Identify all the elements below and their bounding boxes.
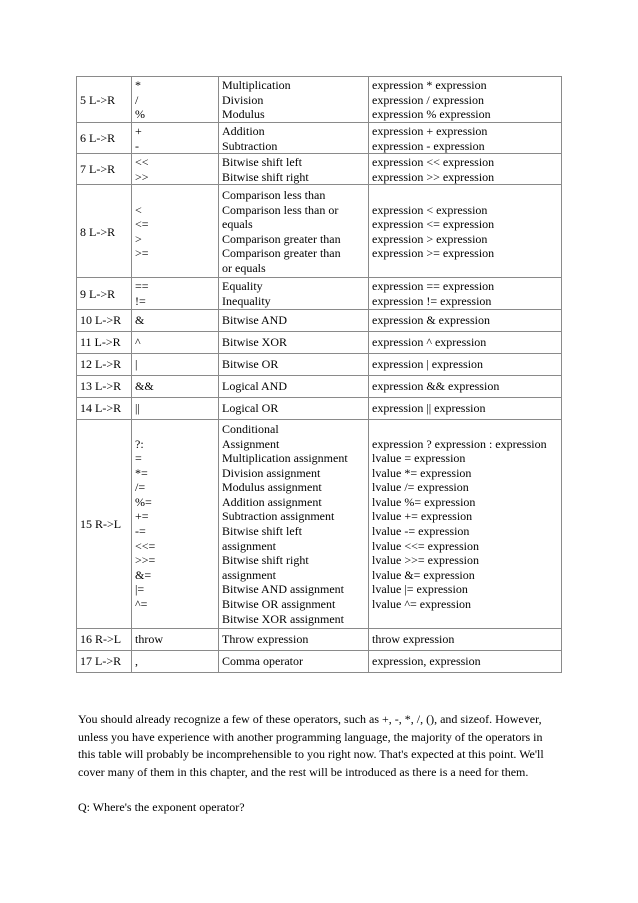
operator-line: >>= — [135, 553, 156, 568]
operator-line: - — [135, 138, 139, 153]
description-line: Comparison greater than — [222, 231, 341, 246]
usage-line: lvalue += expression — [372, 509, 473, 524]
description-line: Bitwise XOR — [222, 335, 288, 350]
operator-line: % — [135, 107, 145, 122]
operator-cell — [132, 353, 219, 375]
usage-line: expression % expression — [372, 107, 491, 122]
usage-line: expression | expression — [372, 357, 484, 372]
operator-line: |= — [135, 582, 145, 597]
description-cell — [219, 278, 369, 309]
usage-cell — [369, 123, 562, 154]
usage-line: lvalue &= expression — [372, 567, 475, 582]
operator-line: <<= — [135, 538, 156, 553]
usage-line: lvalue |= expression — [372, 582, 468, 597]
usage-cell — [369, 77, 562, 123]
description-line: equals — [222, 217, 253, 232]
usage-line: lvalue /= expression — [372, 480, 469, 495]
description-line: Logical OR — [222, 401, 279, 416]
description-cell — [219, 185, 369, 278]
usage-line: expression - expression — [372, 138, 485, 153]
operator-cell — [132, 650, 219, 672]
usage-line: lvalue -= expression — [372, 524, 470, 539]
description-line: Bitwise AND assignment — [222, 582, 344, 597]
operator-cell — [132, 628, 219, 650]
precedence-cell: 14 L->R — [77, 397, 132, 419]
operator-line: == — [135, 279, 149, 294]
usage-cell — [369, 185, 562, 278]
description-cell — [219, 353, 369, 375]
description-line: Inequality — [222, 293, 271, 308]
usage-cell — [369, 331, 562, 353]
usage-line: expression != expression — [372, 293, 492, 308]
operator-line: ^ — [135, 335, 141, 350]
operator-line: >> — [135, 169, 149, 184]
usage-line: expression && expression — [372, 379, 500, 394]
operator-line: <= — [135, 217, 149, 232]
operator-cell — [132, 154, 219, 185]
paragraph-text: You should already recognize a few of these operators, such as +, -, *, /, (), and sizeof. However, unless you have experience with another programming language, the majority of the operators in this table will probably be incomprehensible to you right now. That's expected at this point. We'll cover many of them in this chapter, and the rest will be introduced as there is a need for them. — [78, 712, 544, 779]
operator-line: || — [135, 401, 140, 416]
description-line: Conditional — [222, 421, 279, 436]
operator-line: &= — [135, 567, 152, 582]
description-line: Comparison less than or — [222, 202, 339, 217]
operator-cell — [132, 278, 219, 309]
usage-line: expression == expression — [372, 279, 495, 294]
description-cell — [219, 123, 369, 154]
usage-line: expression ^ expression — [372, 335, 487, 350]
usage-line: expression, expression — [372, 654, 481, 669]
usage-line: lvalue *= expression — [372, 465, 472, 480]
operator-cell — [132, 77, 219, 123]
precedence-cell: 6 L->R — [77, 123, 132, 154]
usage-line: expression >> expression — [372, 169, 495, 184]
operator-line: -= — [135, 524, 146, 539]
description-line: Comparison greater than — [222, 246, 341, 261]
operator-precedence-table — [76, 76, 562, 673]
precedence-cell: 7 L->R — [77, 154, 132, 185]
table-row — [77, 331, 562, 353]
description-line: Bitwise shift left — [222, 155, 302, 170]
operator-line: %= — [135, 494, 152, 509]
precedence-cell: 16 R->L — [77, 628, 132, 650]
description-line: Bitwise shift left — [222, 524, 302, 539]
operator-cell — [132, 419, 219, 628]
operator-line: << — [135, 155, 149, 170]
usage-line: lvalue ^= expression — [372, 597, 472, 612]
description-cell — [219, 77, 369, 123]
operator-line: < — [135, 202, 142, 217]
operator-cell — [132, 185, 219, 278]
usage-line: lvalue = expression — [372, 451, 466, 466]
description-line: or equals — [222, 261, 266, 276]
description-cell — [219, 397, 369, 419]
precedence-cell: 12 L->R — [77, 353, 132, 375]
operator-cell — [132, 309, 219, 331]
operator-line: * — [135, 78, 141, 93]
description-cell — [219, 331, 369, 353]
precedence-cell: 9 L->R — [77, 278, 132, 309]
description-line: Division — [222, 92, 264, 107]
operator-cell — [132, 331, 219, 353]
operator-line: + — [135, 124, 142, 138]
operator-line: += — [135, 509, 149, 524]
description-line: Throw expression — [222, 632, 309, 647]
description-cell — [219, 419, 369, 628]
precedence-cell: 5 L->R — [77, 77, 132, 123]
description-line: Comma operator — [222, 654, 303, 669]
precedence-cell: 10 L->R — [77, 309, 132, 331]
usage-cell — [369, 419, 562, 628]
question-line: Q: Where's the exponent operator? — [78, 800, 245, 814]
table-row — [77, 154, 562, 185]
usage-line: lvalue <<= expression — [372, 538, 479, 553]
usage-line: expression + expression — [372, 124, 488, 138]
usage-line: lvalue %= expression — [372, 494, 476, 509]
description-line: Bitwise OR assignment — [222, 597, 336, 612]
description-line: assignment — [222, 538, 276, 553]
table-row — [77, 77, 562, 123]
operator-line: , — [135, 654, 138, 669]
usage-line: expression <= expression — [372, 217, 495, 232]
operator-line: = — [135, 451, 142, 466]
usage-cell — [369, 154, 562, 185]
operator-cell — [132, 123, 219, 154]
usage-line: expression & expression — [372, 313, 490, 328]
usage-line: expression >= expression — [372, 246, 495, 261]
table-row — [77, 628, 562, 650]
table-row — [77, 419, 562, 628]
description-line: Multiplication assignment — [222, 451, 348, 466]
usage-cell — [369, 375, 562, 397]
description-line: Logical AND — [222, 379, 287, 394]
description-line: Addition — [222, 124, 265, 138]
table-row — [77, 123, 562, 154]
table-body — [77, 77, 562, 673]
description-line: Bitwise shift right — [222, 553, 309, 568]
description-line: Modulus assignment — [222, 480, 322, 495]
description-line: Bitwise XOR assignment — [222, 611, 344, 626]
description-line: Assignment — [222, 436, 280, 451]
usage-line: expression * expression — [372, 78, 487, 93]
description-cell — [219, 375, 369, 397]
usage-line: expression < expression — [372, 202, 488, 217]
table-row — [77, 309, 562, 331]
operator-line: throw — [135, 632, 163, 647]
description-line: Subtraction — [222, 138, 278, 153]
operator-line: != — [135, 293, 146, 308]
operator-line: ?: — [135, 436, 144, 451]
operator-cell — [132, 397, 219, 419]
description-line: Comparison less than — [222, 188, 326, 203]
operator-line: / — [135, 92, 139, 107]
operator-line: >= — [135, 246, 149, 261]
precedence-cell: 8 L->R — [77, 185, 132, 278]
description-line: Division assignment — [222, 465, 321, 480]
description-cell — [219, 650, 369, 672]
description-cell — [219, 309, 369, 331]
usage-line: expression || expression — [372, 401, 486, 416]
usage-line: lvalue >>= expression — [372, 553, 479, 568]
operator-line: ^= — [135, 597, 148, 612]
description-line: Addition assignment — [222, 494, 322, 509]
usage-cell — [369, 397, 562, 419]
usage-cell — [369, 278, 562, 309]
precedence-cell: 17 L->R — [77, 650, 132, 672]
description-line: Bitwise OR — [222, 357, 279, 372]
precedence-cell: 11 L->R — [77, 331, 132, 353]
operator-line: /= — [135, 480, 146, 495]
usage-cell — [369, 628, 562, 650]
table-row — [77, 375, 562, 397]
description-cell — [219, 154, 369, 185]
usage-line: expression > expression — [372, 231, 488, 246]
description-line: assignment — [222, 567, 276, 582]
operator-line: & — [135, 313, 145, 328]
description-line: Bitwise shift right — [222, 169, 309, 184]
usage-line: expression ? expression : expression — [372, 436, 547, 451]
table-row — [77, 278, 562, 309]
operator-line: > — [135, 231, 142, 246]
usage-line: expression / expression — [372, 92, 484, 107]
usage-line: throw expression — [372, 632, 455, 647]
operator-cell — [132, 375, 219, 397]
description-line: Subtraction assignment — [222, 509, 335, 524]
table-row — [77, 353, 562, 375]
operator-line: && — [135, 379, 154, 394]
description-line: Bitwise AND — [222, 313, 288, 328]
table-row — [77, 185, 562, 278]
operator-line: | — [135, 357, 138, 372]
description-line: Modulus — [222, 107, 265, 122]
table-row — [77, 397, 562, 419]
description-line: Multiplication — [222, 78, 291, 93]
precedence-cell: 15 R->L — [77, 419, 132, 628]
description-cell — [219, 628, 369, 650]
table-row — [77, 650, 562, 672]
usage-cell — [369, 353, 562, 375]
body-paragraph — [78, 711, 558, 781]
precedence-cell: 13 L->R — [77, 375, 132, 397]
usage-cell — [369, 650, 562, 672]
usage-cell — [369, 309, 562, 331]
description-line: Equality — [222, 279, 263, 294]
operator-line: *= — [135, 465, 148, 480]
usage-line: expression << expression — [372, 155, 495, 170]
